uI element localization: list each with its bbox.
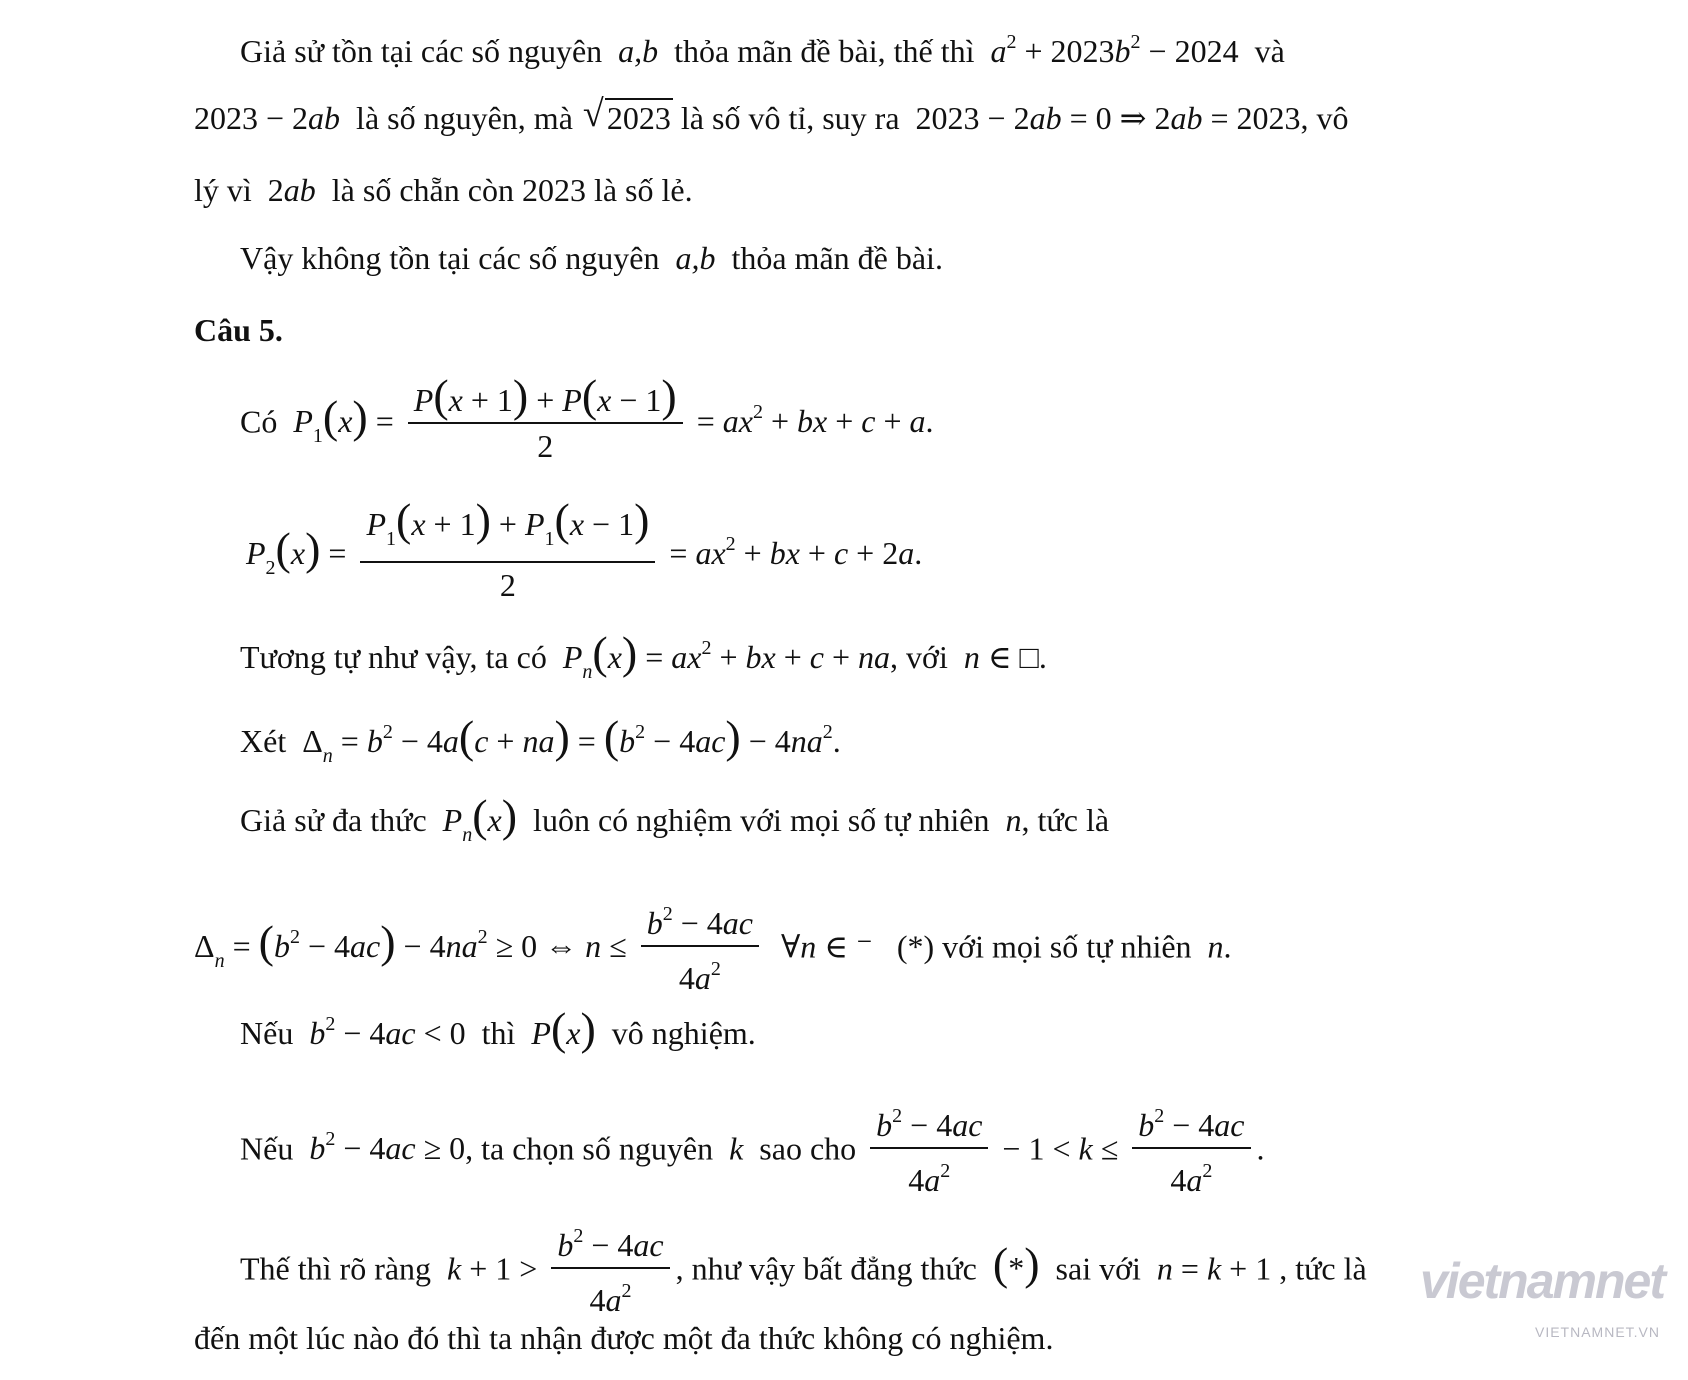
paragraph-line-8 xyxy=(240,628,1047,692)
inequality-line xyxy=(194,902,1232,998)
math: k + 1 > xyxy=(439,1250,538,1287)
text: , với xyxy=(890,639,948,675)
text: Giả sử đa thức xyxy=(240,802,427,838)
math-expression: = $ax^2$ + bx + c + 2a. xyxy=(669,532,923,571)
math: (*) xyxy=(992,1238,1040,1290)
text: thỏa mãn đề bài, thế thì xyxy=(674,33,975,69)
math-expression: $\Delta_n = b^2 - 4a(c + na) = (b^2 - 4ac) - 4na^2$. xyxy=(302,711,841,767)
text: vô nghiệm. xyxy=(611,1015,756,1051)
text: đến một lúc nào đó thì ta nhận được một đa thức không có nghiệm. xyxy=(194,1320,1054,1356)
text: , ta chọn số nguyên xyxy=(465,1130,714,1167)
paragraph-line-12 xyxy=(240,1004,756,1053)
math: n. xyxy=(1199,928,1232,965)
math: n xyxy=(997,802,1022,838)
text: là số vô tỉ, suy ra xyxy=(680,100,900,136)
text: (*) với mọi số tự nhiên xyxy=(896,928,1192,965)
fraction: $\frac{b^2 - 4ac}{4a^2}$ xyxy=(551,1216,669,1320)
text: là số nguyên, mà xyxy=(356,100,573,136)
math: ∀n ∈ ⁻ xyxy=(772,928,889,965)
math: − 1 < k ≤ xyxy=(1002,1130,1119,1167)
math: $P_n(x)$ xyxy=(434,790,518,846)
paragraph-line-2 xyxy=(194,93,1349,138)
math: P(x) xyxy=(523,1003,596,1054)
math-expression: $b^2 - 4ac \ge 0$ xyxy=(301,1128,466,1167)
math-expression: $P_n(x) = ax^2$ + bx + c + na xyxy=(554,627,891,683)
math: a,b xyxy=(667,240,724,276)
text: Có xyxy=(240,403,278,440)
math: k xyxy=(721,1130,752,1167)
math-expression: $P_2(x)$ = xyxy=(246,522,347,579)
paragraph-line-14 xyxy=(240,1224,1367,1320)
text: là số chẵn còn 2023 là số lẻ. xyxy=(331,172,693,208)
period: . xyxy=(1256,1130,1265,1167)
math: n = k + 1 xyxy=(1148,1250,1272,1287)
math-expression: $\Delta_n = (b^2 - 4ac) - 4na^2 \ge 0$ ⇔ n ≤ xyxy=(194,916,627,973)
vietnamnet-watermark xyxy=(1420,1252,1670,1342)
text: và xyxy=(1254,33,1285,69)
paragraph-line-4 xyxy=(240,238,943,278)
text: sao cho xyxy=(759,1130,857,1167)
paragraph-line-3 xyxy=(194,170,693,210)
math-expression: 2023 − 2ab xyxy=(194,100,349,136)
text: Thế thì rõ ràng xyxy=(240,1250,432,1287)
paragraph-line-15 xyxy=(194,1318,1053,1358)
math-expression: 2023 − 2ab = 0 ⇒ 2ab = 2023 xyxy=(915,100,1301,136)
text: , tức là xyxy=(1021,802,1110,838)
fraction: $\frac{P_1(x + 1) + P_1(x - 1)}{2}$ xyxy=(360,500,655,605)
paragraph-line-10 xyxy=(240,790,1110,855)
math: n ∈ □. xyxy=(955,639,1047,675)
fraction: $\frac{b^2 - 4ac}{4a^2}$ xyxy=(641,894,759,998)
text: Xét xyxy=(240,723,287,759)
paragraph-line-1 xyxy=(240,22,1285,71)
text: Nếu xyxy=(240,1015,294,1051)
math-expression: $b^2 - 4ac < 0$ xyxy=(301,1013,466,1051)
text: , vô xyxy=(1300,100,1349,136)
math-expression: = $ax^2$ + bx + c + a. xyxy=(696,401,934,440)
text: sai với xyxy=(1055,1250,1141,1287)
text: lý vì xyxy=(194,172,252,208)
text: Giả sử tồn tại các số nguyên xyxy=(240,33,603,69)
watermark-url: VIETNAMNET.VN xyxy=(1534,1324,1660,1340)
paragraph-line-13 xyxy=(240,1104,1265,1200)
equation-p1 xyxy=(240,370,934,466)
text: thỏa mãn đề bài. xyxy=(731,240,943,276)
watermark-logo: vietnamnet xyxy=(1420,1253,1664,1309)
math: a,b xyxy=(610,33,667,69)
text: Nếu xyxy=(240,1130,294,1167)
fraction: $\frac{P(x + 1) + P(x - 1)}{2}$ xyxy=(408,376,683,466)
section-heading: Câu 5. xyxy=(194,312,283,348)
math: 2ab xyxy=(267,172,324,208)
text: Vậy không tồn tại các số nguyên xyxy=(240,240,660,276)
math-expression: $a^2 + 2023b^2 - 2024$ xyxy=(982,31,1239,69)
text: , tức là xyxy=(1279,1250,1367,1287)
equation-p2 xyxy=(246,494,923,605)
text: luôn có nghiệm với mọi số tự nhiên xyxy=(533,802,990,838)
text: thì xyxy=(481,1015,516,1051)
paragraph-line-9 xyxy=(240,712,841,776)
math-expression: $P_1(x)$ = xyxy=(285,391,394,448)
fraction: $\frac{b^2 - 4ac}{4a^2}$ xyxy=(1132,1096,1250,1200)
text: Tương tự như vậy, ta có xyxy=(240,639,547,675)
text: , như vậy bất đẳng thức xyxy=(675,1250,977,1287)
fraction: $\frac{b^2 - 4ac}{4a^2}$ xyxy=(870,1096,988,1200)
sqrt-2023: √ 2023 xyxy=(582,93,671,136)
